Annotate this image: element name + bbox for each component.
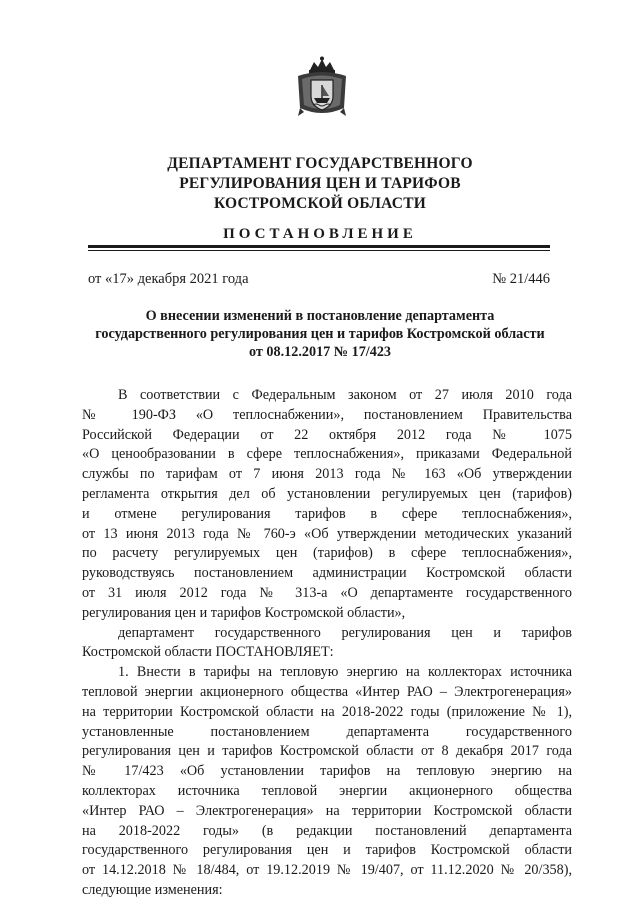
body-line: коллекторах источника тепловой энергии акционерного общества (82, 782, 572, 799)
document-body (82, 386, 572, 901)
body-line: службы по тарифам от 7 июня 2013 года № 163 «Об утверждении (82, 466, 572, 483)
body-line: регулирования цен и тарифов Костромской области от 8 декабря 2017 года (82, 743, 572, 760)
body-line: регламента открытия дел об установлении регулируемых цен (тарифов) (82, 485, 572, 502)
body-line: департамент государственного регулирования цен и тарифов (118, 624, 572, 641)
body-line: регулирования цен и тарифов Костромской области», (82, 604, 406, 621)
body-line: от 31 июля 2012 года № 313-а «О департаменте государственного (82, 584, 572, 601)
department-name-line-3: КОСТРОМСКОЙ ОБЛАСТИ (213, 195, 426, 212)
document-title-line-3: от 08.12.2017 № 17/423 (248, 344, 392, 360)
body-line: от 14.12.2018 № 18/484, от 19.12.2019 № 19/407, от 11.12.2020 № 20/358), (82, 862, 572, 879)
document-number: № 21/446 (492, 271, 550, 287)
body-line: от 13 июня 2013 года № 760-э «Об утверждении методических указаний (82, 525, 572, 542)
body-line: руководствуясь постановлением администрации Костромской области (82, 565, 572, 582)
body-line: тепловой энергии акционерного общества «Интер РАО – Электрогенерация» (82, 683, 572, 700)
document-title-line-1: О внесении изменений в постановление департамента (145, 308, 495, 324)
header-divider-thin (88, 250, 550, 251)
document-date: от «17» декабря 2021 года (88, 271, 249, 287)
header-divider-thick (88, 245, 550, 248)
body-line: на территории Костромской области на 2018-2022 годы (приложение № 1), (82, 703, 572, 720)
document-title-line-2: государственного регулирования цен и тарифов Костромской области (95, 326, 545, 342)
body-line: «Интер РАО – Электрогенерация» на территории Костромской области (82, 802, 572, 819)
body-line: на 2018-2022 годы» (в редакции постановлений департамента (82, 822, 572, 839)
document-type-heading: ПОСТАНОВЛЕНИЕ (223, 226, 417, 242)
body-line: и отмене регулирования тарифов в сфере теплоснабжения», (82, 505, 572, 522)
body-line: Костромской области ПОСТАНОВЛЯЕТ: (82, 644, 334, 661)
body-line: В соответствии с Федеральным законом от 27 июля 2010 года (118, 387, 572, 403)
body-line: установленные постановлением департамента государственного (82, 723, 572, 740)
body-line: Российской Федерации от 22 октября 2012 года № 1075 (82, 426, 572, 443)
body-line: № 17/423 «Об установлении тарифов на тепловую энергию на (82, 763, 572, 780)
body-line: № 190-ФЗ «О теплоснабжении», постановлением Правительства (82, 406, 572, 423)
body-line: по расчету регулируемых цен (тарифов) в сфере теплоснабжения», (82, 545, 572, 562)
body-line: государственного регулирования цен и тарифов Костромской области (82, 842, 572, 859)
body-line: «О ценообразовании в сфере теплоснабжения», приказами Федеральной (82, 446, 572, 463)
body-line: 1. Внести в тарифы на тепловую энергию на коллекторах источника (118, 664, 572, 681)
department-name-line-2: РЕГУЛИРОВАНИЯ ЦЕН И ТАРИФОВ (179, 175, 461, 192)
coat-of-arms-icon (294, 56, 350, 120)
body-line: следующие изменения: (82, 881, 223, 898)
department-name-line-1: ДЕПАРТАМЕНТ ГОСУДАРСТВЕННОГО (167, 155, 473, 172)
